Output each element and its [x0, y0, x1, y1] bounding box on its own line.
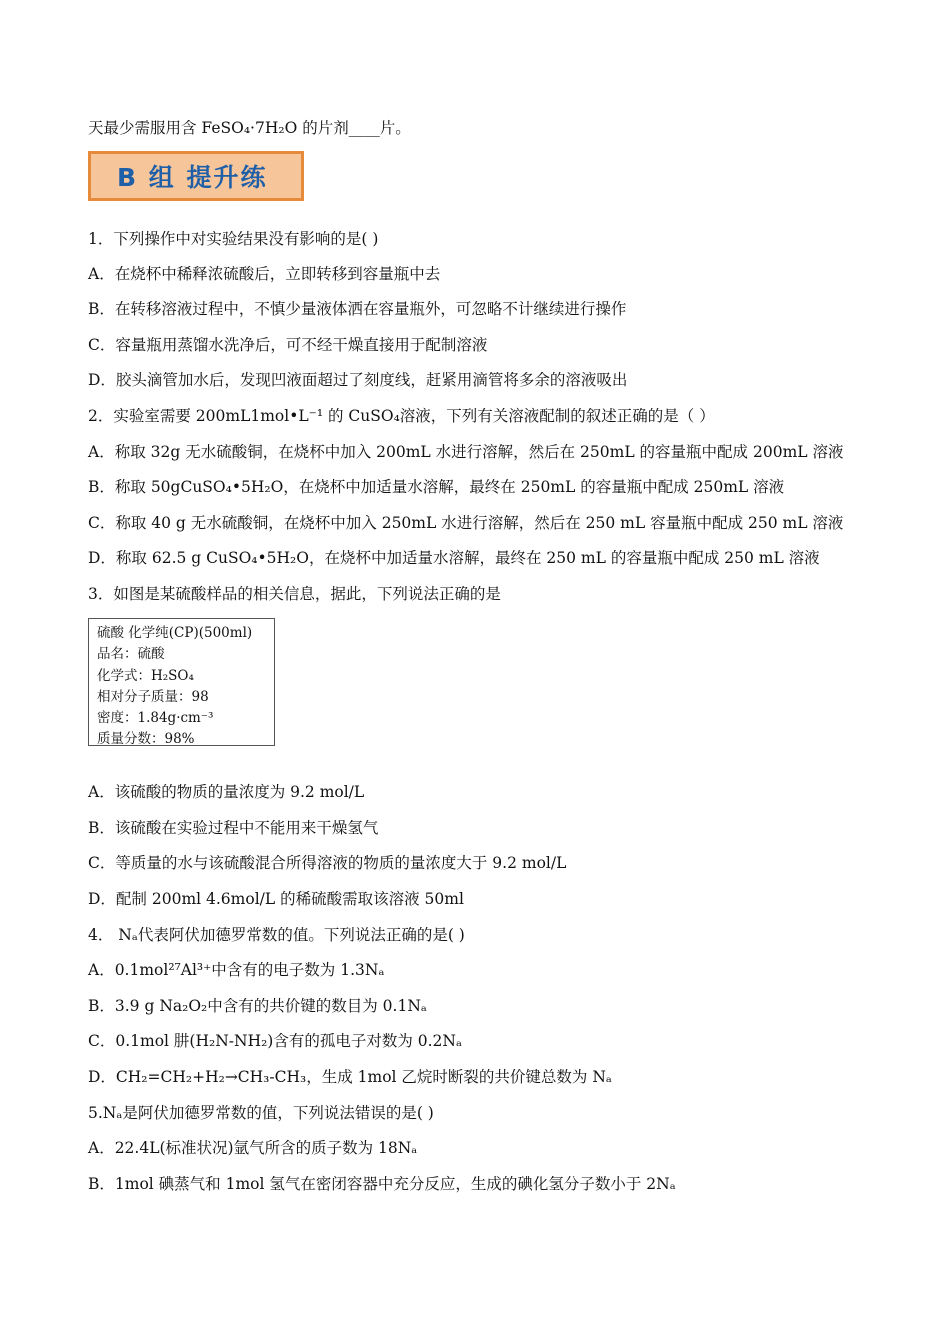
question-5-stem: 5.Nₐ是阿伏加德罗常数的值，下列说法错误的是( )	[88, 1104, 434, 1122]
question-2-stem: 2．实验室需要 200mL1mol•L⁻¹ 的 CuSO₄溶液，下列有关溶液配制的叙述正确的是（ ）	[88, 407, 715, 425]
info-line: 化学式：H₂SO₄	[97, 667, 194, 684]
question-5-option-a: A．22.4L(标准状况)氩气所含的质子数为 18Nₐ	[88, 1139, 418, 1157]
question-4-option-d: D．CH₂=CH₂+H₂→CH₃-CH₃，生成 1mol 乙烷时断裂的共价键总数为 Nₐ	[88, 1068, 612, 1086]
question-4-option-a: A．0.1mol²⁷Al³⁺中含有的电子数为 1.3Nₐ	[88, 961, 385, 979]
question-4-option-c: C．0.1mol 肼(H₂N-NH₂)含有的孤电子对数为 0.2Nₐ	[88, 1032, 462, 1050]
question-5-option-b: B．1mol 碘蒸气和 1mol 氢气在密闭容器中充分反应，生成的碘化氢分子数小于 2Nₐ	[88, 1175, 676, 1193]
info-line: 质量分数：98%	[97, 731, 195, 748]
top-text: 天最少需服用含 FeSO₄·7H₂O 的片剂____片。	[88, 119, 411, 137]
info-line: 硫酸 化学纯(CP)(500ml)	[97, 625, 253, 641]
question-3-stem: 3．如图是某硫酸样品的相关信息，据此，下列说法正确的是	[88, 585, 501, 603]
question-2-option-c: C．称取 40 g 无水硫酸铜，在烧杯中加入 250mL 水进行溶解，然后在 250 mL 容量瓶中配成 250 mL 溶液	[88, 514, 844, 532]
question-1-option-a: A．在烧杯中稀释浓硫酸后，立即转移到容量瓶中去	[88, 265, 441, 283]
info-line: 相对分子质量：98	[97, 688, 209, 705]
question-3-option-c: C．等质量的水与该硫酸混合所得溶液的物质的量浓度大于 9.2 mol/L	[88, 854, 567, 872]
info-line: 密度：1.84g·cm⁻³	[97, 710, 214, 727]
question-2-option-a: A．称取 32g 无水硫酸铜，在烧杯中加入 200mL 水进行溶解，然后在 250mL 的容量瓶中配成 200mL 溶液	[88, 443, 844, 461]
info-line: 品名：硫酸	[97, 646, 165, 663]
question-1-option-d: D．胶头滴管加水后，发现凹液面超过了刻度线，赶紧用滴管将多余的溶液吸出	[88, 371, 628, 389]
section-banner-label: B 组 提升练	[117, 163, 268, 192]
question-1-option-b: B．在转移溶液过程中，不慎少量液体洒在容量瓶外，可忽略不计继续进行操作	[88, 300, 627, 318]
question-3-option-b: B．该硫酸在实验过程中不能用来干燥氢气	[88, 819, 379, 837]
question-4-option-b: B．3.9 g Na₂O₂中含有的共价键的数目为 0.1Nₐ	[88, 997, 427, 1015]
question-3-option-d: D．配制 200ml 4.6mol/L 的稀硫酸需取该溶液 50ml	[88, 890, 464, 908]
question-2-option-b: B．称取 50gCuSO₄•5H₂O，在烧杯中加适量水溶解，最终在 250mL 的容量瓶中配成 250mL 溶液	[88, 478, 785, 496]
question-3-option-a: A．该硫酸的物质的量浓度为 9.2 mol/L	[88, 783, 365, 801]
question-2-option-d: D．称取 62.5 g CuSO₄•5H₂O，在烧杯中加适量水溶解，最终在 250 mL 的容量瓶中配成 250 mL 溶液	[88, 549, 820, 567]
question-1-option-c: C．容量瓶用蒸馏水洗净后，可不经干燥直接用于配制溶液	[88, 336, 488, 354]
question-1-stem: 1．下列操作中对实验结果没有影响的是( )	[88, 230, 379, 248]
sulfuric-acid-label-box	[88, 618, 275, 746]
question-4-stem: 4． Nₐ代表阿伏加德罗常数的值。下列说法正确的是( )	[88, 926, 465, 944]
section-banner	[88, 151, 304, 201]
